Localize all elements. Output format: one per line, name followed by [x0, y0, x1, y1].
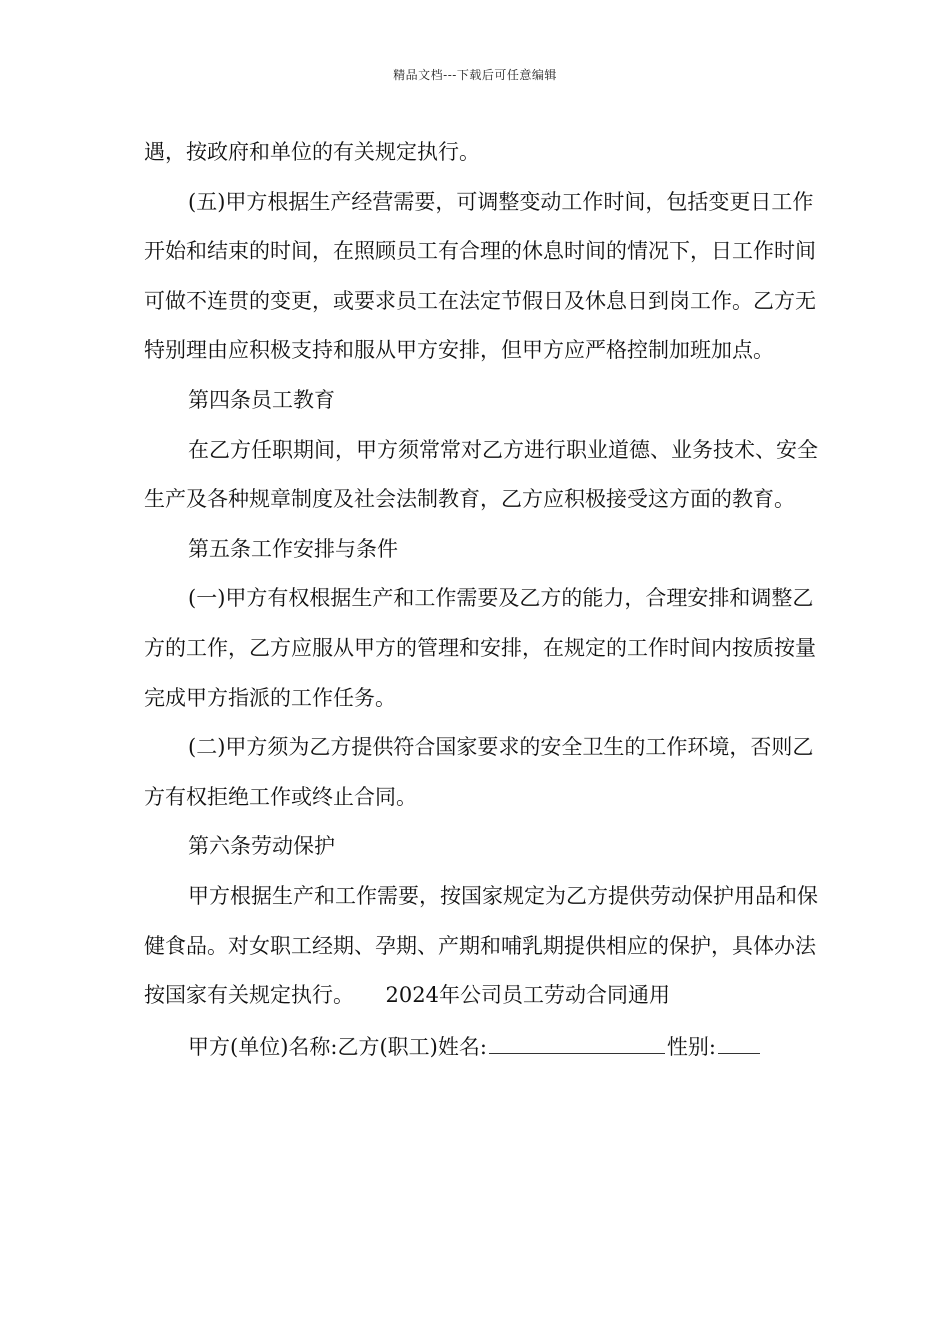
paragraph: (二)甲方须为乙方提供符合国家要求的安全卫生的工作环境，否则乙方有权拒绝工作或终止合同。 [144, 735, 814, 809]
gender-blank-field[interactable] [718, 1031, 760, 1054]
document-body [144, 128, 824, 1072]
form-line [144, 1023, 824, 1073]
form-label-names: 甲方(单位)名称:乙方(职工)姓名: [188, 1034, 487, 1059]
section-heading: 第四条员工教育 [188, 387, 335, 412]
form-label-gender: 性别: [666, 1034, 716, 1059]
paragraph: 甲方根据生产和工作需要，按国家规定为乙方提供劳动保护用品和保健食品。对女职工经期、孕期、产期和哺乳期提供相应的保护，具体办法按国家有关规定执行。 2024年公司员工劳动合同通用 [144, 883, 818, 1008]
paragraph: (五)甲方根据生产经营需要，可调整变动工作时间，包括变更日工作开始和结束的时间，在照顾员工有合理的休息时间的情况下，日工作时间可做不连贯的变更，或要求员工在法定节假日及休息日到岗工作。乙方无特别理由应积极支持和服从甲方安排，但甲方应严格控制加班加点。 [144, 189, 816, 363]
paragraph: (一)甲方有权根据生产和工作需要及乙方的能力，合理安排和调整乙方的工作，乙方应服从甲方的管理和安排，在规定的工作时间内按质按量完成甲方指派的工作任务。 [144, 586, 816, 710]
section-heading: 第六条劳动保护 [188, 834, 335, 859]
page-header: 精品文档---下载后可任意编辑 [393, 68, 557, 82]
name-blank-field[interactable] [489, 1031, 665, 1054]
paragraph: 遇，按政府和单位的有关规定执行。 [144, 140, 480, 164]
paragraph: 在乙方任职期间，甲方须常常对乙方进行职业道德、业务技术、安全生产及各种规章制度及社会法制教育，乙方应积极接受这方面的教育。 [144, 437, 818, 512]
section-heading: 第五条工作安排与条件 [188, 536, 398, 561]
